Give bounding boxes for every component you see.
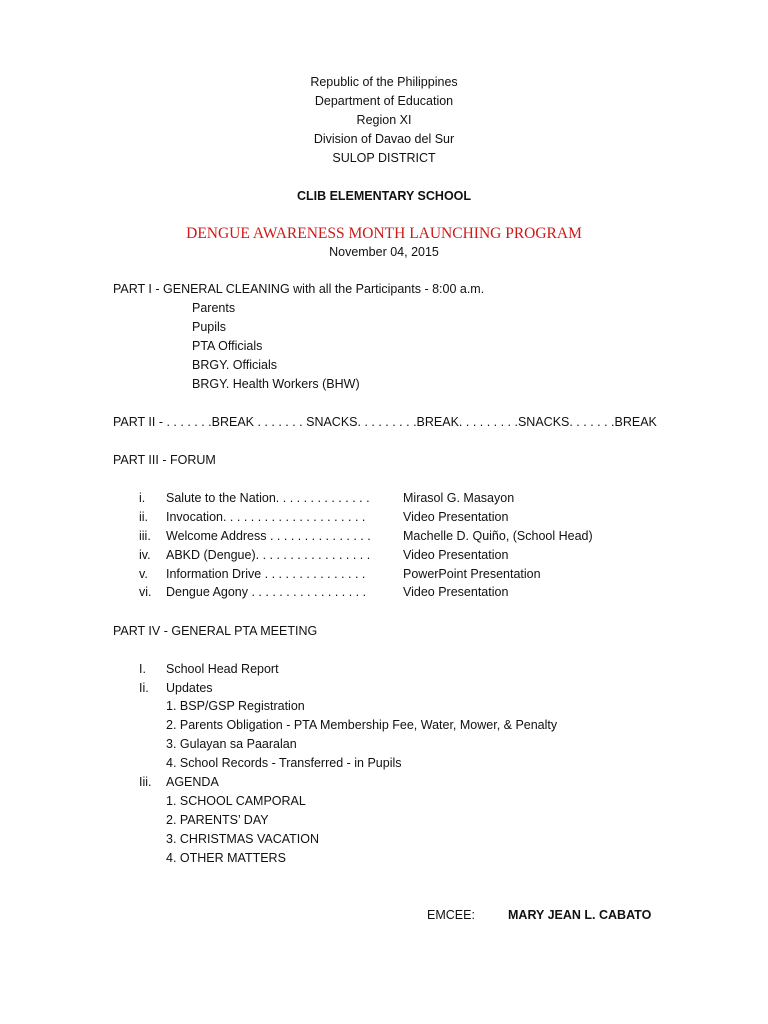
forum-item-number: ii. xyxy=(139,510,149,524)
forum-item-title: Welcome Address . . . . . . . . . . . . . . . xyxy=(166,529,371,543)
agenda-sub-item: 4. OTHER MATTERS xyxy=(166,851,286,865)
updates-sub-item: 3. Gulayan sa Paaralan xyxy=(166,737,297,751)
meeting-item-number: Iii. xyxy=(139,775,152,789)
program-date: November 04, 2015 xyxy=(329,245,439,259)
forum-item-presenter: Video Presentation xyxy=(403,548,509,562)
emcee-name: MARY JEAN L. CABATO xyxy=(508,908,652,922)
forum-item-title: ABKD (Dengue). . . . . . . . . . . . . . . . . xyxy=(166,548,371,562)
forum-item-title: Invocation. . . . . . . . . . . . . . . . . . . . . xyxy=(166,510,366,524)
meeting-item-number: Ii. xyxy=(139,681,149,695)
meeting-item-number: I. xyxy=(139,662,146,676)
header-line-district: SULOP DISTRICT xyxy=(332,151,436,165)
meeting-item-updates: Updates xyxy=(166,681,213,695)
forum-item-number: iv. xyxy=(139,548,151,562)
participant-parents: Parents xyxy=(192,301,236,315)
forum-item-presenter: Machelle D. Quiño, (School Head) xyxy=(403,529,593,543)
part4-heading: PART IV - GENERAL PTA MEETING xyxy=(113,624,318,638)
participant-brgy-officials: BRGY. Officials xyxy=(192,358,277,372)
emcee-label: EMCEE: xyxy=(427,908,475,922)
forum-item-presenter: PowerPoint Presentation xyxy=(403,567,541,581)
forum-item-number: i. xyxy=(139,491,146,505)
program-title: DENGUE AWARENESS MONTH LAUNCHING PROGRAM xyxy=(186,225,582,242)
forum-item-number: vi. xyxy=(139,585,152,599)
participant-pupils: Pupils xyxy=(192,320,227,334)
forum-item-title: Information Drive . . . . . . . . . . . . . . . xyxy=(166,567,366,581)
header-line-region: Region XI xyxy=(356,113,412,127)
agenda-sub-item: 3. CHRISTMAS VACATION xyxy=(166,832,320,846)
header-line-department: Department of Education xyxy=(314,94,454,108)
forum-item-number: iii. xyxy=(139,529,151,543)
header-line-republic: Republic of the Philippines xyxy=(310,75,458,89)
forum-item-title: Dengue Agony . . . . . . . . . . . . . . . . . xyxy=(166,585,367,599)
meeting-item-school-head-report: School Head Report xyxy=(166,662,279,676)
forum-item-presenter: Video Presentation xyxy=(403,510,509,524)
forum-item-title: Salute to the Nation. . . . . . . . . . . . . . xyxy=(166,491,370,505)
part1-heading: PART I - GENERAL CLEANING with all the Participants - 8:00 a.m. xyxy=(113,282,485,296)
participant-bhw: BRGY. Health Workers (BHW) xyxy=(192,377,360,391)
forum-item-presenter: Mirasol G. Masayon xyxy=(403,491,515,505)
part3-heading: PART III - FORUM xyxy=(113,453,216,467)
meeting-item-agenda: AGENDA xyxy=(166,775,219,789)
forum-item-presenter: Video Presentation xyxy=(403,585,509,599)
updates-sub-item: 1. BSP/GSP Registration xyxy=(166,699,305,713)
participant-pta-officials: PTA Officials xyxy=(192,339,263,353)
updates-sub-item: 4. School Records - Transferred - in Pupils xyxy=(166,756,402,770)
updates-sub-item: 2. Parents Obligation - PTA Membership Fee, Water, Mower, & Penalty xyxy=(166,718,558,732)
agenda-sub-item: 2. PARENTS’ DAY xyxy=(166,813,269,827)
part2-heading: PART II - . . . . . . .BREAK . . . . . . . SNACKS. . . . . . . . .BREAK. . . . . . . . .SNACKS. . . . . . .BREAK xyxy=(113,415,657,429)
header-line-division: Division of Davao del Sur xyxy=(313,132,455,146)
agenda-sub-item: 1. SCHOOL CAMPORAL xyxy=(166,794,306,808)
forum-item-number: v. xyxy=(139,567,148,581)
school-name: CLIB ELEMENTARY SCHOOL xyxy=(296,189,472,203)
